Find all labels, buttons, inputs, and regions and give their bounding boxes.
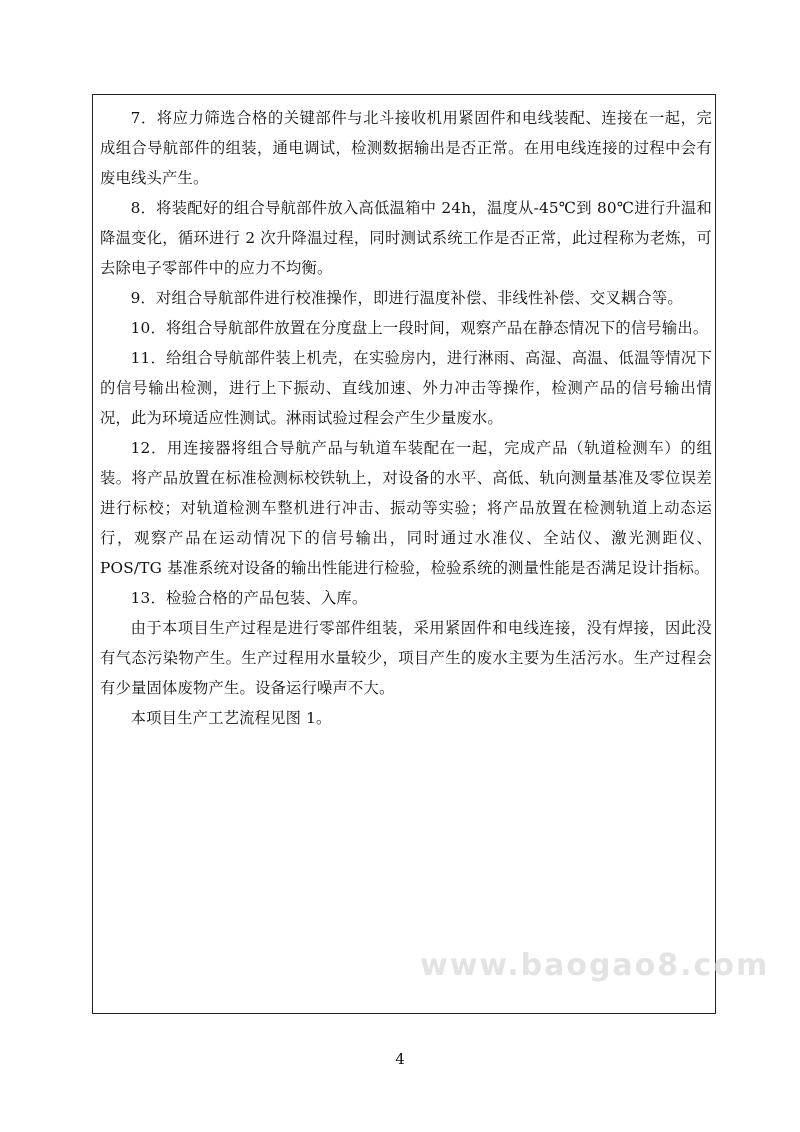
- paragraph-step-7: 7．将应力筛选合格的关键部件与北斗接收机用紧固件和电线装配、连接在一起，完成组合导航部件的组装，通电调试，检测数据输出是否正常。在用电线连接的过程中会有废电线头产生。: [100, 109, 712, 187]
- paragraph-step-9: 9．对组合导航部件进行校准操作，即进行温度补偿、非线性补偿、交叉耦合等。: [130, 289, 683, 307]
- paragraph-step-13: 13．检验合格的产品包装、入库。: [130, 589, 368, 607]
- paragraph-step-11: 11．给组合导航部件装上机壳，在实验房内，进行淋雨、高湿、高温、低温等情况下的信号输出检测，进行上下振动、直线加速、外力冲击等操作，检测产品的信号输出情况，此为环境适应性测试。淋雨试验过程会产生少量废水。: [100, 349, 712, 427]
- paragraph-step-8: 8．将装配好的组合导航部件放入高低温箱中 24h，温度从-45℃到 80℃进行升温和降温变化，循环进行 2 次升降温过程，同时测试系统工作是否正常，此过程称为老炼，可去除电子零部件中的应力不均衡。: [100, 199, 712, 277]
- watermark: www.baogao8.com: [420, 948, 770, 983]
- paragraph-figure-reference: 本项目生产工艺流程见图 1。: [130, 709, 332, 727]
- document-body: [100, 103, 712, 733]
- paragraph-step-10: 10．将组合导航部件放置在分度盘上一段时间，观察产品在静态情况下的信号输出。: [130, 319, 709, 337]
- paragraph-summary: 由于本项目生产过程是进行零部件组装，采用紧固件和电线连接，没有焊接，因此没有气态污染物产生。生产过程用水量较少，项目产生的废水主要为生活污水。生产过程会有少量固体废物产生。设备运行噪声不大。: [100, 619, 712, 697]
- paragraph-step-12: 12．用连接器将组合导航产品与轨道车装配在一起，完成产品（轨道检测车）的组装。将产品放置在标准检测标校铁轨上，对设备的水平、高低、轨向测量基准及零位误差进行标校；对轨道检测车整机进行冲击、振动等实验；将产品放置在检测轨道上动态运行，观察产品在运动情况下的信号输出，同时通过水准仪、全站仪、激光测距仪、POS/TG 基准系统对设备的输出性能进行检验，检验系统的测量性能是否满足设计指标。: [100, 439, 712, 577]
- page-number: 4: [395, 1050, 405, 1068]
